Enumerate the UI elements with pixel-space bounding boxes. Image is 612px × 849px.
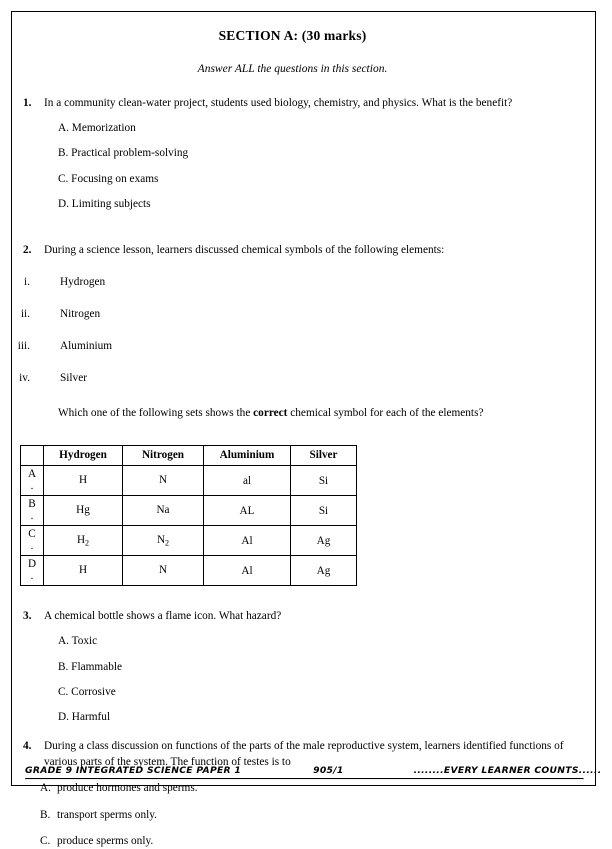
element-item-iv bbox=[14, 370, 571, 386]
row-label-a-letter: A bbox=[27, 468, 37, 481]
question-3-number: 3. bbox=[23, 610, 32, 623]
element-item-ii bbox=[14, 306, 571, 322]
page-title: SECTION A: (30 marks) bbox=[218, 28, 367, 43]
question-2-number: 2. bbox=[23, 244, 32, 257]
cell-c-nitrogen-sub: 2 bbox=[165, 538, 170, 548]
header-hydrogen: Hydrogen bbox=[44, 446, 123, 466]
element-name-hydrogen: Hydrogen bbox=[60, 276, 106, 289]
element-numeral-ii: ii. bbox=[20, 308, 30, 321]
element-numeral-iii: iii. bbox=[17, 340, 30, 353]
row-label-b-letter: B bbox=[28, 498, 36, 511]
element-numeral-i: i. bbox=[24, 276, 30, 289]
table-row[interactable] bbox=[21, 496, 357, 526]
footer-row bbox=[25, 765, 602, 778]
question-1 bbox=[14, 95, 571, 212]
option-4b-text: transport sperms only. bbox=[57, 808, 157, 821]
cell-d-hydrogen bbox=[44, 556, 123, 586]
chemical-symbol-table-wrapper bbox=[20, 445, 571, 586]
row-label-a bbox=[21, 466, 44, 496]
element-item-i bbox=[14, 274, 571, 290]
cell-a-hydrogen-text: H bbox=[78, 474, 88, 487]
question-2-followup-after: chemical symbol for each of the elements? bbox=[287, 407, 484, 420]
cell-c-nitrogen bbox=[123, 526, 204, 556]
cell-a-silver: Si bbox=[291, 466, 357, 496]
table-row[interactable] bbox=[21, 526, 357, 556]
row-label-d-dot: . bbox=[30, 569, 34, 582]
header-empty-corner bbox=[21, 446, 44, 466]
cell-c-nitrogen-text: N bbox=[156, 534, 166, 547]
row-label-d bbox=[21, 556, 44, 586]
cell-d-nitrogen-text: N bbox=[158, 564, 168, 577]
element-name-aluminium: Aluminium bbox=[60, 340, 113, 353]
option-3a[interactable]: A. Toxic bbox=[58, 635, 98, 648]
question-2 bbox=[14, 242, 571, 421]
cell-c-silver: Ag bbox=[291, 526, 357, 556]
row-label-b-dot: . bbox=[30, 509, 34, 522]
element-name-silver: Silver bbox=[60, 372, 87, 385]
chemical-symbol-table bbox=[20, 445, 357, 586]
option-4a-label: A. bbox=[40, 782, 51, 795]
option-1a[interactable]: A. Memorization bbox=[58, 122, 136, 135]
cell-a-aluminium: al bbox=[204, 466, 291, 496]
question-2-stem: During a science lesson, learners discussed chemical symbols of the following elements: bbox=[44, 244, 445, 257]
row-label-c bbox=[21, 526, 44, 556]
question-1-stem: In a community clean-water project, students used biology, chemistry, and physics. What is the benefit? bbox=[44, 97, 513, 109]
option-3c[interactable]: C. Corrosive bbox=[58, 685, 116, 698]
cell-b-nitrogen-text: Na bbox=[156, 504, 170, 517]
cell-c-hydrogen-sub: 2 bbox=[85, 538, 90, 548]
table-row[interactable] bbox=[21, 556, 357, 586]
cell-b-hydrogen-text: Hg bbox=[76, 504, 90, 517]
cell-a-hydrogen bbox=[44, 466, 123, 496]
element-name-nitrogen: Nitrogen bbox=[60, 308, 101, 321]
option-4a-text: produce hormones and sperms. bbox=[57, 782, 198, 795]
table-row[interactable] bbox=[21, 466, 357, 496]
cell-c-hydrogen-text: H bbox=[76, 534, 86, 547]
row-label-c-dot: . bbox=[30, 539, 34, 552]
cell-d-nitrogen bbox=[123, 556, 204, 586]
option-1c[interactable]: C. Focusing on exams bbox=[58, 172, 159, 185]
option-3d[interactable]: D. Harmful bbox=[58, 711, 111, 723]
cell-b-nitrogen bbox=[123, 496, 204, 526]
question-3-options bbox=[14, 634, 571, 725]
cell-d-hydrogen-text: H bbox=[78, 564, 88, 577]
option-4c-label: C. bbox=[40, 834, 51, 847]
question-2-element-list bbox=[14, 274, 571, 386]
element-numeral-iv: iv. bbox=[19, 372, 30, 385]
cell-a-nitrogen bbox=[123, 466, 204, 496]
question-4-stem: During a class discussion on functions of the parts of the male reproductive system, learners identified functions of various parts of the system. The function of testes is to bbox=[44, 740, 564, 769]
question-2-followup-before: Which one of the following sets shows the bbox=[58, 407, 254, 420]
option-1d[interactable]: D. Limiting subjects bbox=[58, 197, 151, 210]
footer-paper-code: 905/1 bbox=[313, 765, 344, 776]
row-label-a-dot: . bbox=[30, 479, 34, 492]
option-4c-text: produce sperms only. bbox=[57, 834, 154, 847]
cell-d-silver: Ag bbox=[291, 556, 357, 586]
question-1-options bbox=[14, 121, 571, 212]
question-3 bbox=[14, 608, 571, 725]
question-4-number: 4. bbox=[23, 740, 32, 753]
row-label-c-letter: C bbox=[28, 528, 36, 541]
footer-paper-title: GRADE 9 INTEGRATED SCIENCE PAPER 1 bbox=[25, 765, 242, 776]
cell-b-silver: Si bbox=[291, 496, 357, 526]
table-header-row bbox=[21, 446, 357, 466]
section-instruction: Answer ALL the questions in this section. bbox=[197, 63, 388, 75]
question-4-options bbox=[14, 781, 571, 849]
element-item-iii bbox=[14, 338, 571, 354]
page-footer bbox=[11, 765, 602, 780]
cell-d-aluminium: Al bbox=[204, 556, 291, 586]
header-nitrogen: Nitrogen bbox=[123, 446, 204, 466]
option-4c[interactable] bbox=[40, 834, 571, 849]
cell-b-hydrogen bbox=[44, 496, 123, 526]
cell-c-aluminium: Al bbox=[204, 526, 291, 556]
option-3b[interactable]: B. Flammable bbox=[58, 660, 123, 673]
question-2-followup bbox=[58, 405, 571, 421]
header-silver: Silver bbox=[291, 446, 357, 466]
cell-b-aluminium: AL bbox=[204, 496, 291, 526]
option-4a[interactable] bbox=[40, 781, 571, 796]
footer-slogan: ........EVERY LEARNER COUNTS...... bbox=[413, 765, 602, 776]
row-label-d-letter: D bbox=[27, 558, 37, 571]
row-label-b bbox=[21, 496, 44, 526]
question-4 bbox=[14, 738, 571, 849]
question-1-number: 1. bbox=[23, 97, 32, 109]
cell-c-hydrogen bbox=[44, 526, 123, 556]
footer-divider bbox=[25, 778, 584, 780]
option-4b[interactable] bbox=[40, 808, 571, 823]
question-3-stem: A chemical bottle shows a flame icon. What hazard? bbox=[44, 610, 282, 623]
header-aluminium: Aluminium bbox=[204, 446, 291, 466]
question-2-followup-emphasis: correct bbox=[253, 407, 288, 420]
cell-a-nitrogen-text: N bbox=[158, 474, 168, 487]
option-4b-label: B. bbox=[40, 808, 51, 821]
option-1b[interactable]: B. Practical problem-solving bbox=[58, 147, 189, 160]
